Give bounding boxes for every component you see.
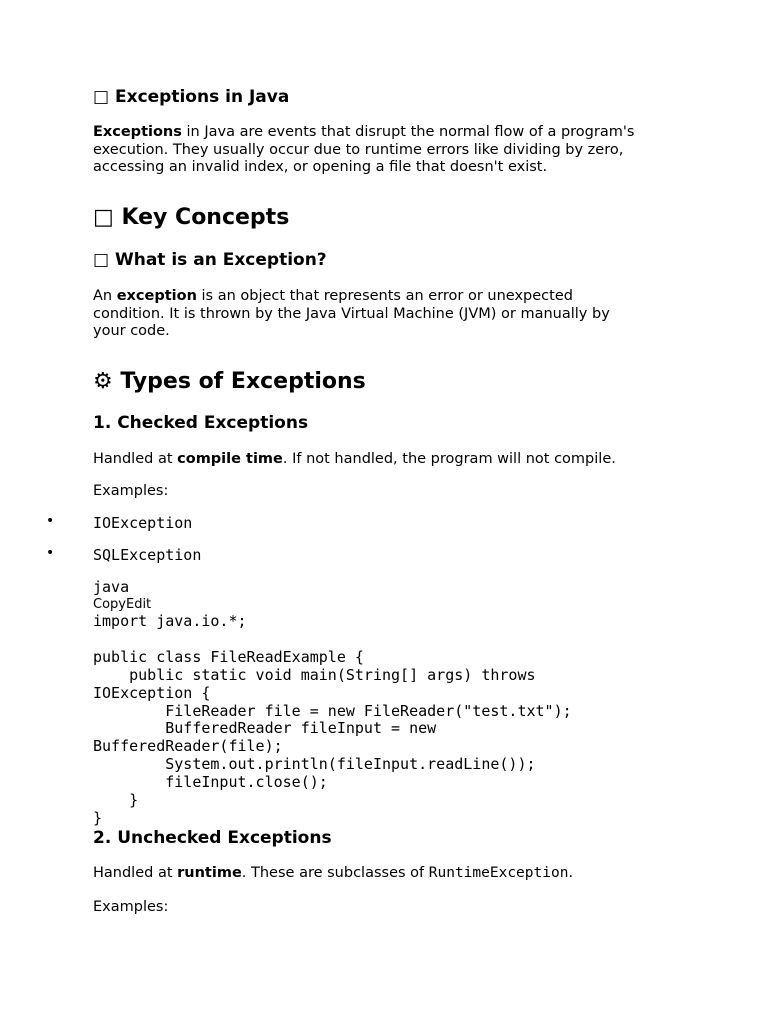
unchecked-paragraph: Handled at runtime. These are subclasses of RuntimeException. [93, 865, 574, 881]
what-paragraph: An exception is an object that represents an error or unexpected condition. It is thrown by the Java Virtual Machine (JVM) or manually by your code. [93, 288, 610, 339]
list-item-ioexception: IOException [93, 514, 193, 532]
code-language-label: java [93, 578, 130, 596]
heading-what-is-exception: □ What is an Exception? [93, 250, 327, 270]
heading-unchecked-exceptions: 2. Unchecked Exceptions [93, 828, 332, 848]
copy-edit-button[interactable]: CopyEdit [93, 597, 152, 612]
examples-label: Examples: [93, 483, 169, 499]
gear-icon: ⚙ [93, 369, 113, 394]
heading-key-concepts: □ Key Concepts [93, 205, 290, 230]
box-icon: □ [93, 87, 110, 107]
bullet-icon: • [46, 513, 55, 529]
heading-exceptions-in-java: □ Exceptions in Java [93, 87, 290, 107]
inline-code: RuntimeException [428, 865, 569, 881]
intro-paragraph: Exceptions in Java are events that disrupt the normal flow of a program's execution. They usually occur due to runtime errors like dividing by zero, accessing an invalid index, or opening a file that doesn't exist. [93, 124, 635, 175]
box-icon: □ [93, 205, 114, 230]
heading-checked-exceptions: 1. Checked Exceptions [93, 413, 309, 433]
bullet-icon: • [46, 545, 55, 561]
checked-paragraph: Handled at compile time. If not handled, the program will not compile. [93, 451, 616, 467]
box-icon: □ [93, 250, 110, 270]
examples-label-2: Examples: [93, 899, 169, 915]
code-block: import java.io.*; public class FileReadExample { public static void main(String[] args) throws IOException { FileReader file = new FileReader("test.txt"); BufferedReader fileInput = new BufferedReader(file); System.out.println(fileInput.readLine()); fileInput.close(); } } [93, 612, 572, 827]
list-item-sqlexception: SQLException [93, 546, 202, 564]
heading-types-of-exceptions: ⚙ Types of Exceptions [93, 369, 366, 394]
